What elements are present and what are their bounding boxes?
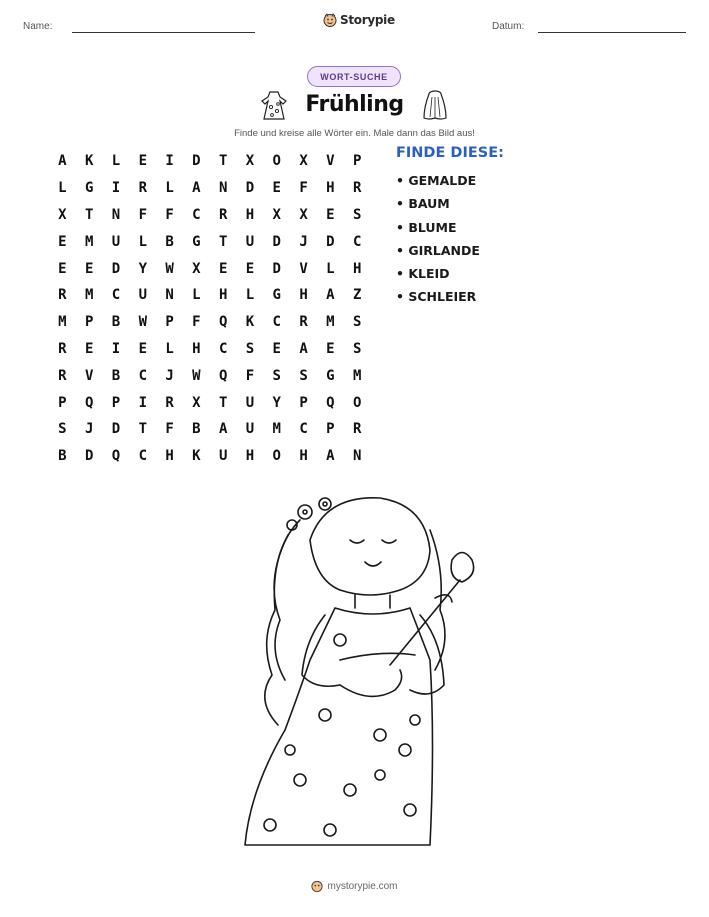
grid-letter: A (192, 180, 201, 197)
grid-letter: P (84, 314, 94, 331)
grid-letter: E (218, 260, 228, 277)
grid-letter: V (326, 153, 335, 170)
grid-letter: Q (326, 394, 335, 411)
grid-letter: F (138, 206, 147, 223)
grid-letter: L (245, 287, 255, 304)
grid-letter: T (218, 153, 228, 170)
grid-letter: F (299, 180, 308, 197)
grid-letter: U (111, 233, 121, 250)
grid-row (49, 443, 371, 470)
grid-letter: U (245, 421, 255, 438)
grid-letter: A (326, 287, 335, 304)
grid-letter: H (245, 448, 255, 465)
grid-letter: N (165, 287, 174, 304)
grid-letter: X (58, 206, 67, 223)
grid-letter: E (84, 340, 94, 357)
grid-letter: C (192, 206, 201, 223)
grid-letter: H (245, 206, 255, 223)
grid-letter: N (111, 206, 121, 223)
grid-letter: R (58, 287, 67, 304)
grid-letter: U (245, 233, 255, 250)
word-item: • BAUM (396, 196, 450, 212)
grid-letter: F (245, 367, 255, 384)
word-item: • BLUME (396, 219, 457, 235)
grid-letter: W (138, 314, 147, 331)
grid-letter: H (218, 287, 228, 304)
grid-letter: O (272, 448, 281, 465)
storypie-mascot-icon (311, 880, 323, 892)
grid-letter: D (326, 233, 335, 250)
grid-letter: M (352, 367, 362, 384)
grid-letter: H (165, 448, 174, 465)
grid-row (49, 336, 371, 363)
grid-letter: E (326, 340, 335, 357)
grid-letter: M (84, 287, 94, 304)
grid-letter: D (192, 153, 201, 170)
grid-letter: S (352, 206, 362, 223)
grid-letter: A (58, 153, 67, 170)
grid-row (49, 309, 371, 336)
name-line (72, 32, 255, 33)
grid-letter: E (84, 260, 94, 277)
grid-letter: T (218, 394, 228, 411)
grid-letter: Q (218, 314, 228, 331)
grid-letter: L (326, 260, 335, 277)
grid-letter: P (111, 394, 121, 411)
grid-letter: P (326, 421, 335, 438)
grid-letter: R (299, 314, 308, 331)
grid-letter: Q (84, 394, 94, 411)
instructions: Finde und kreise alle Wörter ein. Male dann das Bild aus! (234, 128, 475, 139)
grid-letter: M (326, 314, 335, 331)
grid-letter: L (111, 153, 121, 170)
grid-letter: I (138, 394, 147, 411)
grid-letter: S (352, 314, 362, 331)
grid-letter: C (299, 421, 308, 438)
word-item: • GIRLANDE (396, 242, 480, 258)
word-search-badge: WORT-SUCHE (307, 66, 401, 87)
grid-row (49, 148, 371, 175)
grid-row (49, 362, 371, 389)
grid-letter: U (218, 448, 228, 465)
grid-letter: J (84, 421, 94, 438)
grid-letter: T (84, 206, 94, 223)
brand-logo (323, 13, 395, 27)
grid-letter: G (272, 287, 281, 304)
grid-letter: C (111, 287, 121, 304)
grid-letter: K (84, 153, 94, 170)
grid-letter: Z (352, 287, 362, 304)
date-line (538, 32, 686, 33)
grid-letter: B (58, 448, 67, 465)
footer-url: mystorypie.com (327, 880, 398, 892)
grid-letter: X (272, 206, 281, 223)
grid-letter: M (58, 314, 67, 331)
grid-letter: G (192, 233, 201, 250)
word-list-title: FINDE DIESE: (396, 145, 504, 161)
grid-letter: Q (111, 448, 121, 465)
grid-letter: W (192, 367, 201, 384)
word-list (396, 172, 480, 312)
letter-grid (49, 148, 371, 470)
grid-letter: L (58, 180, 67, 197)
grid-letter: U (245, 394, 255, 411)
grid-row (49, 255, 371, 282)
grid-letter: E (58, 260, 67, 277)
grid-letter: S (352, 340, 362, 357)
name-label: Name: (23, 21, 53, 32)
grid-letter: H (192, 340, 201, 357)
grid-letter: A (218, 421, 228, 438)
grid-letter: X (192, 394, 201, 411)
grid-letter: L (165, 340, 174, 357)
grid-letter: H (299, 287, 308, 304)
grid-letter: R (58, 340, 67, 357)
girl-coloring-illustration (230, 490, 482, 852)
brand-name: Storypie (340, 13, 395, 27)
grid-letter: R (138, 180, 147, 197)
grid-letter: B (165, 233, 174, 250)
grid-letter: R (58, 367, 67, 384)
grid-letter: P (165, 314, 174, 331)
grid-letter: J (299, 233, 308, 250)
grid-letter: D (111, 421, 121, 438)
grid-letter: N (352, 448, 362, 465)
grid-letter: P (299, 394, 308, 411)
date-label: Datum: (492, 21, 525, 32)
word-item: • GEMALDE (396, 173, 477, 188)
grid-letter: I (111, 180, 121, 197)
grid-letter: Q (218, 367, 228, 384)
grid-letter: S (245, 340, 255, 357)
grid-letter: P (58, 394, 67, 411)
footer (0, 880, 709, 892)
grid-letter: E (138, 340, 147, 357)
grid-letter: A (326, 448, 335, 465)
grid-letter: B (111, 367, 121, 384)
grid-letter: R (352, 421, 362, 438)
grid-row (49, 416, 371, 443)
grid-letter: Y (138, 260, 147, 277)
grid-letter: C (272, 314, 281, 331)
grid-letter: M (272, 421, 281, 438)
grid-letter: C (138, 448, 147, 465)
grid-letter: E (138, 153, 147, 170)
grid-row (49, 389, 371, 416)
grid-row (49, 202, 371, 229)
grid-letter: X (299, 206, 308, 223)
storypie-mascot-icon (323, 13, 337, 27)
grid-letter: L (138, 233, 147, 250)
grid-letter: P (352, 153, 362, 170)
grid-row (49, 282, 371, 309)
grid-letter: J (165, 367, 174, 384)
grid-letter: N (218, 180, 228, 197)
grid-letter: T (218, 233, 228, 250)
grid-letter: I (111, 340, 121, 357)
grid-letter: X (192, 260, 201, 277)
grid-letter: K (245, 314, 255, 331)
grid-letter: V (84, 367, 94, 384)
grid-letter: C (218, 340, 228, 357)
grid-letter: S (299, 367, 308, 384)
grid-letter: F (165, 421, 174, 438)
grid-letter: S (58, 421, 67, 438)
grid-letter: W (165, 260, 174, 277)
grid-letter: R (165, 394, 174, 411)
grid-letter: C (138, 367, 147, 384)
grid-letter: D (84, 448, 94, 465)
grid-letter: E (272, 340, 281, 357)
grid-letter: S (272, 367, 281, 384)
grid-letter: C (352, 233, 362, 250)
grid-row (49, 228, 371, 255)
grid-letter: Y (272, 394, 281, 411)
grid-letter: A (299, 340, 308, 357)
grid-letter: R (352, 180, 362, 197)
grid-letter: B (111, 314, 121, 331)
grid-letter: O (272, 153, 281, 170)
grid-letter: H (326, 180, 335, 197)
grid-letter: E (272, 180, 281, 197)
grid-letter: H (299, 448, 308, 465)
grid-letter: M (84, 233, 94, 250)
grid-letter: F (192, 314, 201, 331)
grid-letter: E (58, 233, 67, 250)
grid-letter: D (272, 260, 281, 277)
grid-row (49, 175, 371, 202)
grid-letter: X (299, 153, 308, 170)
word-item: • KLEID (396, 266, 450, 282)
grid-letter: E (245, 260, 255, 277)
grid-letter: E (326, 206, 335, 223)
grid-letter: X (245, 153, 255, 170)
grid-letter: R (218, 206, 228, 223)
grid-letter: I (165, 153, 174, 170)
word-item: • SCHLEIER (396, 289, 477, 305)
grid-letter: L (192, 287, 201, 304)
grid-letter: T (138, 421, 147, 438)
grid-letter: H (352, 260, 362, 277)
grid-letter: B (192, 421, 201, 438)
grid-letter: D (245, 180, 255, 197)
grid-letter: O (352, 394, 362, 411)
grid-letter: G (84, 180, 94, 197)
veil-icon (421, 89, 449, 121)
page-title: Frühling (305, 92, 404, 117)
grid-letter: G (326, 367, 335, 384)
grid-letter: D (111, 260, 121, 277)
grid-letter: U (138, 287, 147, 304)
grid-letter: K (192, 448, 201, 465)
grid-letter: F (165, 206, 174, 223)
grid-letter: D (272, 233, 281, 250)
grid-letter: V (299, 260, 308, 277)
grid-letter: L (165, 180, 174, 197)
